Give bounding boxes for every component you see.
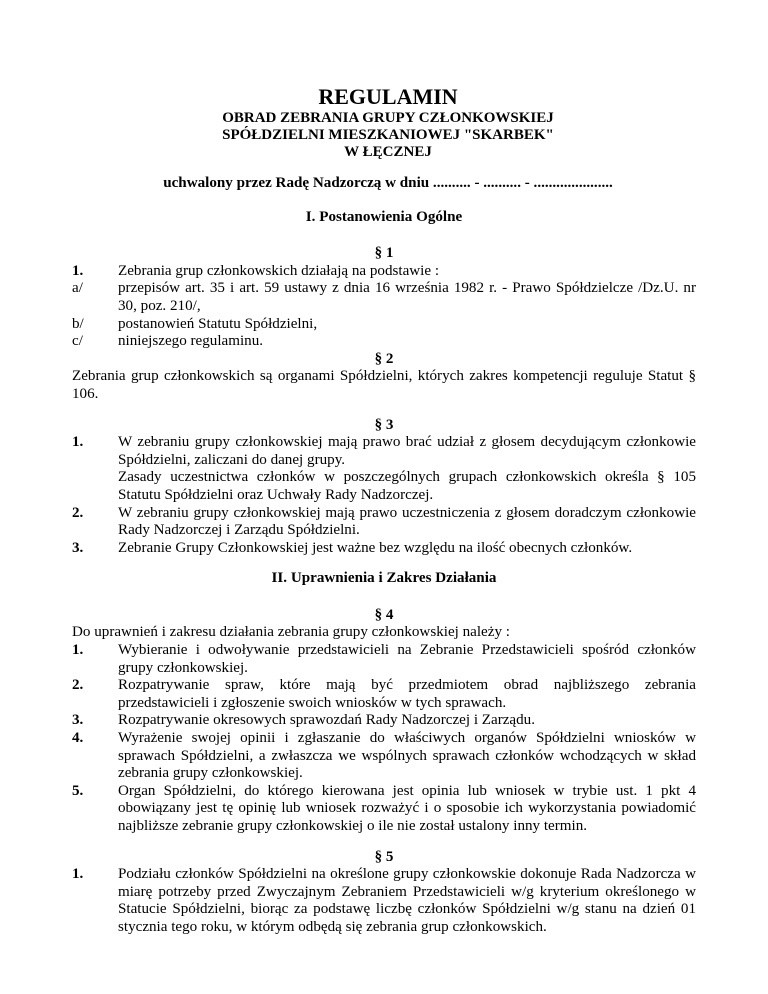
list-item bbox=[72, 783, 696, 836]
item-text: przepisów art. 35 i art. 59 ustawy z dnia 16 września 1982 r. - Prawo Spółdzielcze /Dz.U. nr 30, poz. 210/, bbox=[118, 280, 696, 314]
list-item bbox=[72, 333, 696, 351]
item-text: Wybieranie i odwoływanie przedstawicieli na Zebranie Przedstawicieli spośród członków grupy członkowskiej. bbox=[118, 642, 696, 676]
paragraph-1-heading: § 1 bbox=[374, 245, 394, 262]
list-item bbox=[72, 677, 696, 712]
list-item bbox=[72, 505, 696, 540]
paragraph-3-heading: § 3 bbox=[374, 416, 394, 433]
item-number: 1. bbox=[72, 262, 84, 279]
item-number: a/ bbox=[72, 280, 83, 297]
item-number bbox=[72, 469, 118, 504]
item-text: Zasady uczestnictwa członków w poszczególnych grupach członkowskich określa § 105 Statutu Spółdzielni oraz Uchwały Rady Nadzorczej. bbox=[118, 469, 696, 503]
list-item bbox=[72, 316, 696, 334]
item-number: 5. bbox=[72, 782, 84, 799]
item-number: 4. bbox=[72, 730, 84, 747]
item-text: postanowień Statutu Spółdzielni, bbox=[118, 315, 318, 332]
paragraph-4-intro: Do uprawnień i zakresu działania zebrania grupy członkowskiej należy : bbox=[72, 624, 510, 641]
list-item bbox=[72, 469, 696, 504]
list-item bbox=[72, 434, 696, 469]
item-number: b/ bbox=[72, 315, 84, 332]
item-text: Zebranie Grupy Członkowskiej jest ważne bez względu na ilość obecnych członków. bbox=[118, 539, 633, 556]
item-text: Rozpatrywanie okresowych sprawozdań Rady Nadzorczej i Zarządu. bbox=[118, 712, 536, 729]
list-item bbox=[72, 540, 696, 558]
paragraph-2-text: Zebrania grup członkowskich są organami Spółdzielni, których zakres kompetencji reguluje Statut § 106. bbox=[72, 368, 696, 402]
paragraph-4-heading: § 4 bbox=[374, 606, 394, 623]
item-number: c/ bbox=[72, 333, 83, 350]
item-number: 1. bbox=[72, 866, 84, 883]
item-text: W zebraniu grupy członkowskiej mają prawo brać udział z głosem decydującym członkowie Spółdzielni, zaliczani do danej grupy. bbox=[118, 434, 696, 468]
item-text: Wyrażenie swojej opinii i zgłaszanie do właściwych organów Spółdzielni wniosków w sprawach Spółdzielni, a zwłaszcza we wspólnych sprawach członków wchodzących w skład zebrania grupy członkowskiej. bbox=[118, 730, 696, 782]
item-text: Zebrania grup członkowskich działają na podstawie : bbox=[118, 262, 440, 279]
item-text: Rozpatrywanie spraw, które mają być przedmiotem obrad najbliższego zebrania przedstawicieli i zgłoszenie swoich wniosków w tych sprawach. bbox=[118, 677, 696, 711]
item-number: 2. bbox=[72, 504, 84, 521]
item-text: Podziału członków Spółdzielni na określone grupy członkowskie dokonuje Rada Nadzorcza w miarę potrzeby przed Zwyczajnym Zebraniem Przedstawicieli w/g kryterium określonego w Statucie Spółdzielni, biorąc za podstawę liczbę członków Spółdzielni w/g stanu na dzień 01 stycznia tego roku, w którym odbędą się zebrania grup członkowskich. bbox=[118, 866, 696, 935]
subtitle-line-3: W ŁĘCZNEJ bbox=[344, 144, 432, 160]
item-number: 1. bbox=[72, 642, 84, 659]
list-item bbox=[72, 280, 696, 315]
document-title: REGULAMIN bbox=[318, 84, 458, 109]
item-number: 3. bbox=[72, 539, 84, 556]
item-number: 1. bbox=[72, 434, 84, 451]
item-text: W zebraniu grupy członkowskiej mają prawo uczestniczenia z głosem doradczym członkowie Rady Nadzorczej i Zarządu Spółdzielni. bbox=[118, 504, 696, 539]
section-1-title: I. Postanowienia Ogólne bbox=[305, 208, 463, 225]
adoption-line: uchwalony przez Radę Nadzorczą w dniu .......... - .......... - ..................... bbox=[163, 175, 613, 191]
list-item bbox=[72, 712, 696, 730]
item-number: 2. bbox=[72, 677, 84, 694]
subtitle-line-2: SPÓŁDZIELNI MIESZKANIOWEJ "SKARBEK" bbox=[222, 127, 554, 143]
item-number: 3. bbox=[72, 712, 84, 729]
paragraph-5-heading: § 5 bbox=[374, 848, 394, 865]
list-item bbox=[72, 263, 696, 281]
paragraph-2-heading: § 2 bbox=[374, 350, 394, 367]
item-text: Organ Spółdzielni, do którego kierowana jest opinia lub wniosek w trybie ust. 1 pkt 4 obowiązany jest tę opinię lub wniosek rozważyć i o sposobie ich wykorzystania powiadomić najbliższe zebranie grupy członkowskiej o ile nie został ustalony inny termin. bbox=[118, 782, 696, 834]
list-item bbox=[72, 730, 696, 783]
list-item bbox=[72, 866, 696, 936]
section-2-title: II. Uprawnienia i Zakres Działania bbox=[271, 570, 497, 587]
list-item bbox=[72, 642, 696, 677]
subtitle-line-1: OBRAD ZEBRANIA GRUPY CZŁONKOWSKIEJ bbox=[222, 110, 554, 126]
item-text: niniejszego regulaminu. bbox=[118, 333, 264, 350]
